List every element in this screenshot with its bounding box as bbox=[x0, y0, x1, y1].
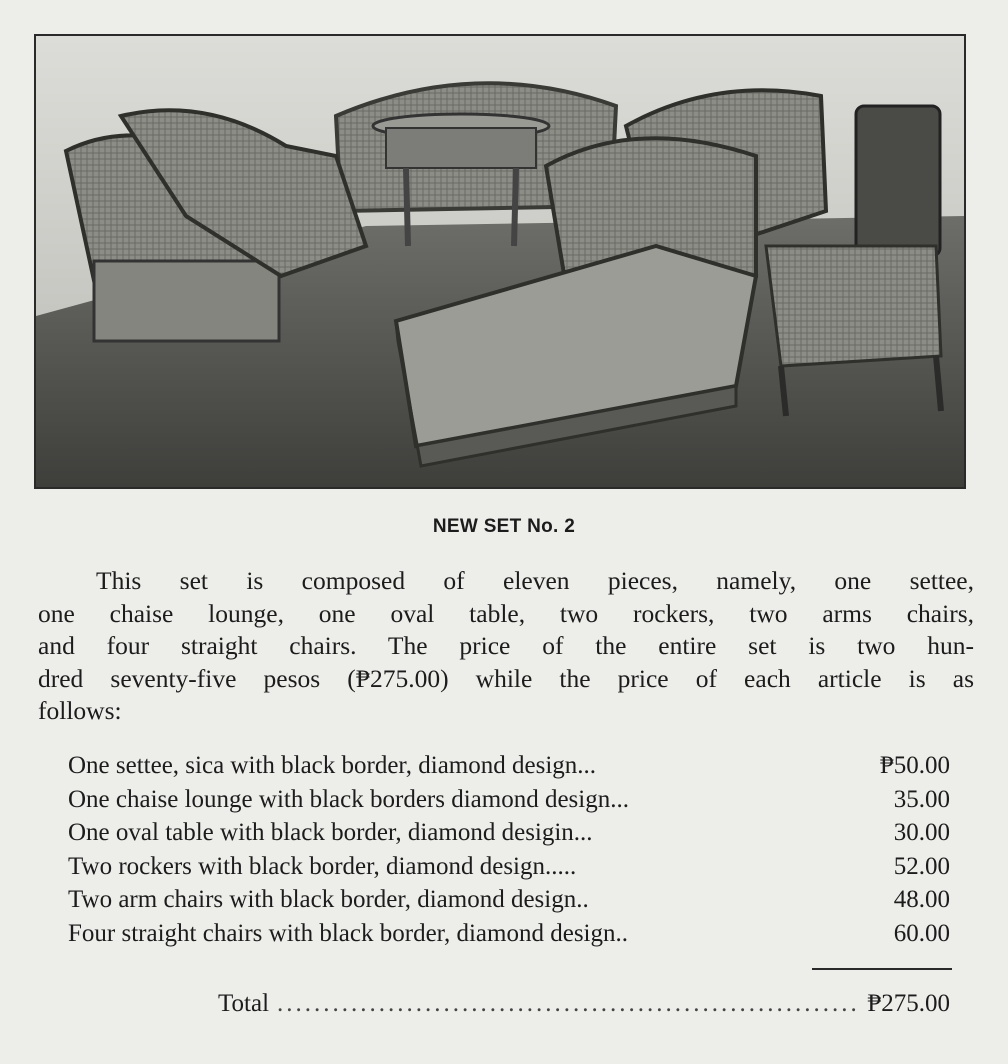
paragraph-line: and four straight chairs. The price of the entire set is two hun- bbox=[38, 631, 974, 660]
item-description: Four straight chairs with black border, diamond design.. bbox=[68, 919, 628, 947]
item-description: One oval table with black border, diamond desigin... bbox=[68, 819, 593, 846]
paragraph-line: follows: bbox=[38, 696, 122, 725]
paragraph-line: dred seventy-five pesos (₱275.00) while the price of each article is as bbox=[38, 663, 974, 693]
total-divider bbox=[812, 968, 952, 970]
total-row bbox=[218, 990, 950, 1018]
leader-dots bbox=[277, 990, 859, 1018]
price-row bbox=[68, 752, 950, 786]
price-row bbox=[68, 819, 950, 853]
item-description: Two arm chairs with black border, diamond design.. bbox=[68, 886, 589, 913]
price-list bbox=[68, 752, 950, 953]
price-row bbox=[68, 886, 950, 920]
item-amount: 52.00 bbox=[893, 852, 950, 880]
wicker-furniture-set-image bbox=[36, 36, 964, 487]
paragraph-line: one chaise lounge, one oval table, two rockers, two arms chairs, bbox=[38, 598, 974, 628]
item-description: Two rockers with black border, diamond design..... bbox=[68, 852, 577, 880]
description-paragraph bbox=[38, 565, 974, 728]
paragraph-line: This set is composed of eleven pieces, namely, one settee, bbox=[96, 566, 974, 595]
item-amount: ₱50.00 bbox=[879, 752, 950, 779]
item-amount: 60.00 bbox=[893, 919, 950, 947]
total-amount: ₱275.00 bbox=[867, 990, 950, 1017]
item-description: One settee, sica with black border, diamond design... bbox=[68, 752, 597, 779]
item-amount: 35.00 bbox=[893, 785, 950, 813]
price-row bbox=[68, 920, 950, 954]
item-amount: 30.00 bbox=[893, 819, 950, 846]
price-row bbox=[68, 853, 950, 887]
total-label: Total bbox=[218, 990, 270, 1017]
item-amount: 48.00 bbox=[893, 886, 950, 913]
item-description: One chaise lounge with black borders diamond design... bbox=[68, 785, 629, 813]
furniture-photo bbox=[34, 34, 966, 489]
price-row bbox=[68, 786, 950, 820]
caption-title: NEW SET No. 2 bbox=[432, 516, 576, 537]
